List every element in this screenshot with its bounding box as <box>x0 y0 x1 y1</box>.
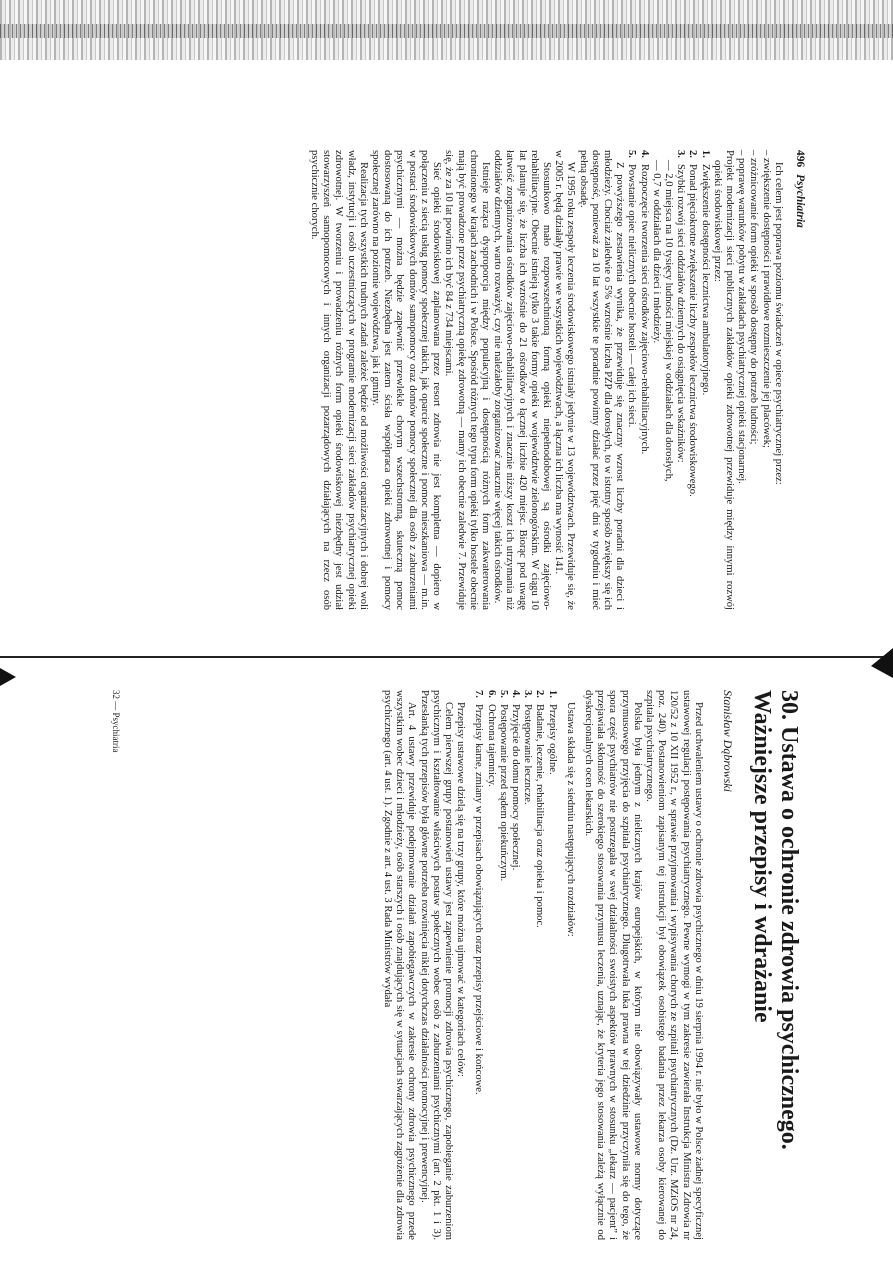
list-item <box>521 690 533 1240</box>
item-number: 5. <box>497 690 509 698</box>
list-item <box>497 690 509 1240</box>
item-text: Rozpoczęcie tworzenia sieci ośrodków zajęciowo-rehabilitacyjnych. <box>638 164 650 455</box>
item-number: 1. <box>699 150 711 158</box>
item-text: — 0,7 w oddziałach dla dzieci i młodzieży. <box>650 160 662 344</box>
item-text: Powstanie opiec nielicznych obecnie hosteli — całej ich sieci. <box>626 164 638 428</box>
page-fold-line <box>0 656 893 658</box>
fold-mark-right <box>871 648 893 678</box>
list-item: – zróżnicowanie form opieki w sposób dostępny do potrzeb ludności; <box>748 150 760 445</box>
list-item <box>509 690 521 1240</box>
body-paragraph: Przepisy ustawowe dzielą się na trzy grupy, które można ujmować w kategoriach celów: <box>455 702 467 1077</box>
body-paragraph: Przed uchwaleniem ustawy o ochronie zdrowia psychicznego w dniu 19 sierpnia 1994 r. nie było w Polsce żadnej specyficznej ustawowej regulacji postępowania psychiatrycznego. Pewne wymogi w tym zakresie zawierała Instrukcja Ministra Zdrowia nr 120/52 z 10 XII 1952 r., w sprawie przyjmowania i wypisywania chorych ze szpitali psychiatrycznych (Dz. Urz. MZiOS nr 24, poz. 240). Postanowieniom zapisanym tej instrukcji był obowiązek osobistego badania przez lekarza osoby kierowanej do szpitala psychiatrycznego. <box>643 690 704 1240</box>
item-text: Ochrona tajemnicy. <box>485 704 497 787</box>
item-number: 4. <box>509 690 521 698</box>
item-text: Przepisy karne, zmiany w przepisach obowiązujących oraz przepisy przejściowe i końcowe. <box>473 704 485 1095</box>
item-text: Szybki rozwój sieci oddziałów dziennych do osiągnięcia wskaźników: <box>675 164 687 463</box>
running-title: Psychiatria <box>794 174 806 228</box>
top-page <box>116 150 806 610</box>
list-item: – zwiększenie dostępności i prawidłowe rozmieszczenie jej placówek; <box>760 150 772 448</box>
chapters-list <box>472 690 557 1240</box>
list-item <box>650 150 662 610</box>
bottom-page <box>102 690 802 1240</box>
body-paragraph: Realizacja tych wszystkich trudnych zadań zależeć będzie od możliwości organizacyjnych i dobrej woli władz, instytucji i osób uczestniczących w programie modernizacji sieci zakładów psychiatrycznej opieki zdrowotnej. W tworzeniu i prowadzeniu różnych form opieki środowiskowej niezbędny jest udział stowarzyszeń samopomocowych i innych organizacji pozarządowych działających na rzecz osób psychicznie chorych. <box>309 150 369 610</box>
item-number: 2. <box>687 150 699 158</box>
item-number: 1. <box>546 690 558 698</box>
body-paragraph: Z powyższego zestawienia wynika, że przewiduje się znaczny wzrost liczby poradni dla dzieci i młodzieży. Chociaż zaledwie o 5% wzrośnie liczba PZP dla dorosłych, to w istotny sposób zwiększy się ich dostępność, ponieważ za 10 lat wszystkie te poradnie powinny działać przez pięć dni w tygodniu i mieć pełną obsadę. <box>577 150 626 610</box>
item-text: Zwiększenie dostępności lecznictwa ambulatoryjnego. <box>699 164 711 396</box>
list-item <box>674 150 686 610</box>
item-text: Postępowanie przed sądem opiekuńczym. <box>497 704 509 882</box>
body-paragraph: Istnieje rażąca dysproporcja między populacyjną i dostępnością różnych form zakwaterowania chronionego w krajach zachodnich i w Polsce. Spośród różnych tego typu form opieki tylko hostele obecnie mają być prowadzone przez psychiatryczną opiekę zdrowotną — mamy ich obecnie zaledwie 7. Przewiduje się, że za 10 lat powinno ich być 84 z 734 miejscami. <box>443 150 491 610</box>
list-item <box>625 150 637 610</box>
body-paragraph: Celem pierwszej grupy postanowień ustawy jest zapewnienie promocji zdrowia psychicznego, zapobieganie zaburzeniom psychicznym i kształtowanie właściwych postaw społecznych wobec osób z zaburzeniami psychicznymi (art. 2 pkt. 1 i 3). Przesłanką tych przepisów była główne potrzeba rozwinięcia niklej dotychczas działalności promocyjnej i prewencyjnej. <box>418 690 454 1240</box>
fold-mark-left <box>0 668 16 686</box>
item-text: Przepisy ogólne. <box>546 704 558 775</box>
item-number: 2. <box>534 690 546 698</box>
modernization-list <box>625 150 710 610</box>
list-item <box>662 150 674 610</box>
item-text: Przyjęcie do domu pomocy społecznej. <box>509 704 521 871</box>
body-paragraph: Art. 4 ustawy przewiduje podejmowanie działań zapobiegawczych w zakresie ochrony zdrowia psychicznego przede wszystkim wobec dzieci i młodzieży, osób starszych i osób znajdujących się w sytuacjach stwarzających zagrożenie dla zdrowia psychicznego (art. 4 ust. 1). Zgodnie z art. 4 ust. 3 Rada Ministrów wydała <box>381 690 418 1240</box>
item-number: 3. <box>522 690 534 698</box>
item-text: — 2,0 miejsca na 10 tysięcy ludności miejskiej w oddziałach dla dorosłych, <box>662 160 674 482</box>
scan-artifact-band <box>0 24 893 38</box>
list-item <box>484 690 496 1240</box>
item-text: Postępowanie leczncze. <box>522 704 534 805</box>
item-text: Ponad pięciokrotne zwiększenie liczby zespołów lecznictwa środowiskowego. <box>687 164 699 497</box>
structure-intro: Ustawa składa się z siedmiu następujących rozdziałów: <box>564 702 576 937</box>
item-number: 7. <box>473 690 485 698</box>
item-number: 4. <box>638 150 650 158</box>
item-text: Badanie, leczenie, rehabilitacja oraz opieka i pomoc. <box>534 704 546 928</box>
body-paragraph: Stosunkowo mało rozpowszechnioną formą opieki niepełnodobowej są ośrodki zajęciowo-rehabilitacyjne. Obecnie istnieją tylko 3 takie formy opieki w województwie zielonogórskim. W ciągu 10 lat planuje się, że liczba ich wzrośnie do 21 ośrodków o łącznej liczbie 420 miejsc. Biorąc pod uwagę łatwość zorganizowania ośrodków zajęciowo-rehabilitacyjnych i znacznie niższy koszt ich utrzymania niż oddziałów dziennych, warto rozważyć, czy nie należałoby zorganizować znacznie więcej takich ośrodków. <box>492 150 552 610</box>
list-item: Projekt modernizacji sieci publicznych zakładów opieki zdrowotnej przewiduje między innymi rozwój opieki środowiskowej przez: <box>711 150 735 610</box>
page-footer: 32 — Psychiatria <box>111 690 121 753</box>
list-item <box>533 690 545 1240</box>
chapter-title: 30. Ustawa o ochronie zdrowia psychicznego. Ważniejsze przepisy i wdrażanie <box>749 690 802 1150</box>
goals-list <box>711 150 772 610</box>
item-number: 6. <box>485 690 497 698</box>
page-number: 496 <box>794 150 806 168</box>
list-item <box>686 150 698 610</box>
list-item <box>637 150 649 610</box>
list-item <box>472 690 484 1240</box>
author: Stanisław Dąbrowski <box>721 690 735 792</box>
list-item <box>698 150 710 610</box>
list-item: – poprawę warunków pobytu w zakładach psychiatrycznej opieki stacjonarnej. <box>736 150 748 484</box>
body-paragraph: W 1995 roku zespoły leczenia środowiskowego istniały jedynie w 13 województwach. Przewiduje się, że w 2005 r. będą działały prawie we wszystkich województwach, a łączna ich liczba ma wynosić 141. <box>553 150 577 610</box>
body-paragraph: Sieć opieki środowiskowej zaplanowana przez resort zdrowia nie jest kompletna — dopiero w połączeniu z siecią usług pomocy społecznej takich, jak oparcie społeczne i pomoc mieszkaniowa — m.in. w postaci środowiskowych domów samopomocy oraz domów pomocy społecznej dla osób z zaburzeniami psychicznymi — można będzie zapewnić przewlekle chorym wszechstronną, skuteczną pomoc dostosowaną do ich potrzeb. Niezbędna jest zatem ścisła współpraca opieki zdrowotnej i pomocy społecznej zarówno na poziomie województwa, jak i gminy. <box>370 150 443 610</box>
page-header <box>794 150 806 610</box>
body-paragraph: Polska była jednym z nielicznych krajów europejskich, w którym nie obowiązywały ustawowe normy dotyczące przymusowego przyjęcia do szpitala psychiatrycznego. Dlugotrwała luka prawna w tej dziedzinie przyczyniła się do tego, że spora część psychiatrów nie postrzegała w swej działalności swoistych aspektów prawnych w stosunku „lekarz — pacjent” i przejawiała skłonność do szerokiego stosowania przymusu leczenia, uznając, że kryteria jego stosowania zależą wyłącznie od dyskrecjonalnych ocen lekarskich. <box>582 690 643 1240</box>
list-item <box>545 690 557 1240</box>
item-number: 3. <box>675 150 687 158</box>
item-number: 5. <box>626 150 638 158</box>
intro-paragraph: Ich celem jest poprawa poziomu świadczeń w opiece psychiatrycznej przez: <box>772 162 784 485</box>
